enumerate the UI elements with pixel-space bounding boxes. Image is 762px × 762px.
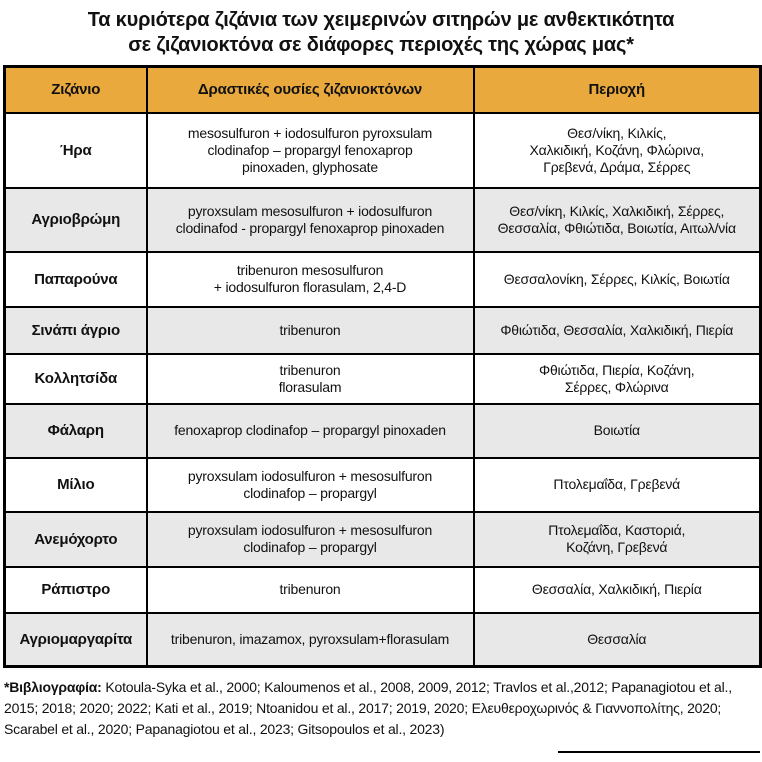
actives-cell: tribenuron	[147, 567, 474, 613]
table-row	[5, 188, 761, 252]
table-row	[5, 354, 761, 404]
region-cell: Φθιώτιδα, Θεσσαλία, Χαλκιδική, Πιερία	[474, 307, 761, 354]
weed-name: Ανεμόχορτο	[5, 512, 147, 567]
weed-name: Αγριομαργαρίτα	[5, 613, 147, 667]
weeds-resistance-table	[3, 65, 762, 668]
column-header-actives: Δραστικές ουσίες ζιζανιοκτόνων	[147, 67, 474, 113]
page-title-line2: σε ζιζανιοκτόνα σε διάφορες περιοχές της χώρας μας*	[128, 34, 634, 56]
region-cell: Θεσσαλονίκη, Σέρρες, Κιλκίς, Βοιωτία	[474, 252, 761, 307]
bibliography-footnote	[4, 677, 758, 740]
bibliography-text: Kotoula-Syka et al., 2000; Kaloumenos et al., 2008, 2009, 2012; Travlos et al.,2012; Papanagiotou et al., 2015; 2018; 2020; 2022; Kati et al., 2019; Ntoanidou et al., 2017; 2019, 2020; Ελευθεροχωρινός & Γιαννοπολίτης, 2020; Scarabel et al., 2020; Papanagiotou et al., 2023; Gitsopoulos et al., 2023)	[4, 679, 732, 737]
column-header-weed: Ζιζάνιο	[5, 67, 147, 113]
region-cell: Πτολεμαΐδα, Καστοριά, Κοζάνη, Γρεβενά	[474, 512, 761, 567]
actives-cell: tribenuron, imazamox, pyroxsulam+florasulam	[147, 613, 474, 667]
table-header-row	[5, 67, 761, 113]
weed-name: Ράπιστρο	[5, 567, 147, 613]
column-header-region: Περιοχή	[474, 67, 761, 113]
table-row	[5, 567, 761, 613]
bottom-horizontal-rule	[558, 751, 760, 753]
table-row	[5, 404, 761, 458]
table-row	[5, 252, 761, 307]
bibliography-label: *Βιβλιογραφία:	[4, 679, 102, 695]
actives-cell: pyroxsulam mesosulfuron + iodosulfuron clodinafod - propargyl fenoxaprop pinoxaden	[147, 188, 474, 252]
table-row	[5, 512, 761, 567]
table-row	[5, 307, 761, 354]
weed-name: Αγριοβρώμη	[5, 188, 147, 252]
weed-name: Ήρα	[5, 113, 147, 188]
actives-cell: tribenuron	[147, 307, 474, 354]
region-cell: Πτολεμαΐδα, Γρεβενά	[474, 458, 761, 512]
page-title	[0, 0, 762, 58]
weed-name: Μίλιο	[5, 458, 147, 512]
weed-name: Σινάπι άγριο	[5, 307, 147, 354]
weed-name: Φάλαρη	[5, 404, 147, 458]
table-row	[5, 613, 761, 667]
table-row	[5, 458, 761, 512]
weed-name: Κολλητσίδα	[5, 354, 147, 404]
actives-cell: fenoxaprop clodinafop – propargyl pinoxaden	[147, 404, 474, 458]
region-cell: Θεσσαλία	[474, 613, 761, 667]
actives-cell: tribenuron florasulam	[147, 354, 474, 404]
region-cell: Βοιωτία	[474, 404, 761, 458]
region-cell: Θεσσαλία, Χαλκιδική, Πιερία	[474, 567, 761, 613]
region-cell: Θεσ/νίκη, Κιλκίς, Χαλκιδική, Κοζάνη, Φλώρινα, Γρεβενά, Δράμα, Σέρρες	[474, 113, 761, 188]
page-title-line1: Τα κυριότερα ζιζάνια των χειμερινών σιτηρών με ανθεκτικότητα	[87, 9, 675, 31]
table-row	[5, 113, 761, 188]
actives-cell: mesosulfuron + iodosulfuron pyroxsulam clodinafop – propargyl fenoxaprop pinoxaden, glyphosate	[147, 113, 474, 188]
actives-cell: pyroxsulam iodosulfuron + mesosulfuron clodinafop – propargyl	[147, 458, 474, 512]
actives-cell: pyroxsulam iodosulfuron + mesosulfuron clodinafop – propargyl	[147, 512, 474, 567]
region-cell: Φθιώτιδα, Πιερία, Κοζάνη, Σέρρες, Φλώρινα	[474, 354, 761, 404]
weed-name: Παπαρούνα	[5, 252, 147, 307]
actives-cell: tribenuron mesosulfuron + iodosulfuron florasulam, 2,4-D	[147, 252, 474, 307]
region-cell: Θεσ/νίκη, Κιλκίς, Χαλκιδική, Σέρρες, Θεσσαλία, Φθιώτιδα, Βοιωτία, Αιτωλ/νία	[474, 188, 761, 252]
